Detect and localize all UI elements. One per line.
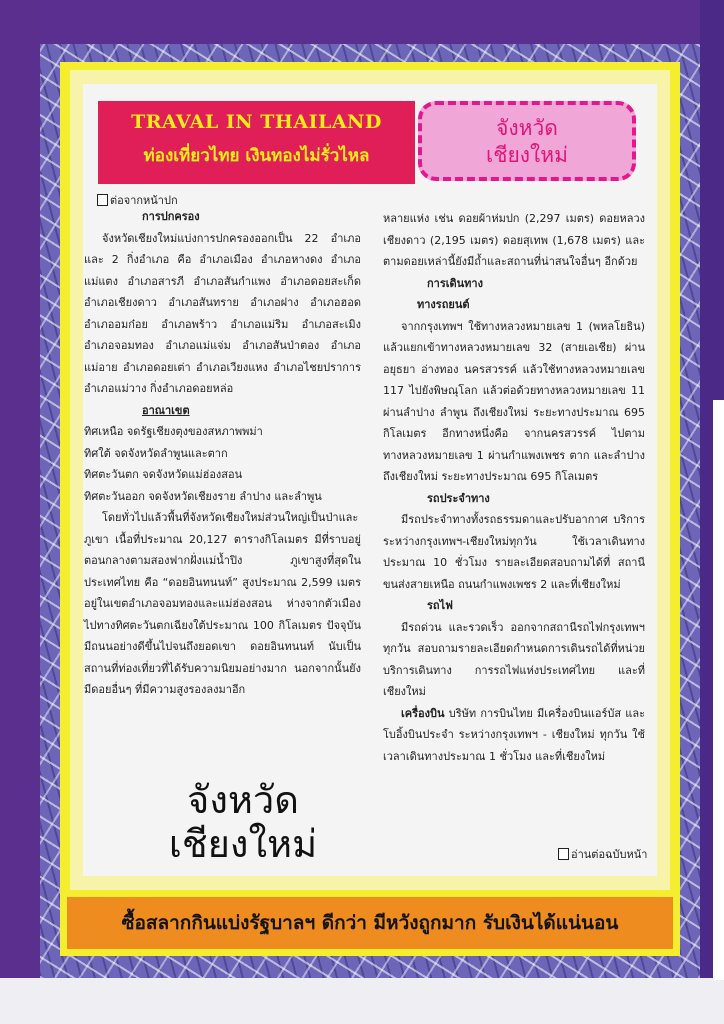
plane-text: บริษัท การบินไทย มีเครื่องบินแอร์บัส และโบอิ้งบินประจำ ระหว่างกรุงเทพฯ - เชียงใหม่ ทุกวัน ใช้เวลาเดินทางประมาณ 1 ชั่วโมง และที่เชียงใหม่ (383, 706, 646, 763)
big-title-line2: เชียงใหม่ (168, 822, 318, 866)
big-province-title (163, 778, 323, 866)
checkbox-icon (558, 848, 569, 860)
read-more-note (558, 845, 647, 863)
admin-paragraph: จังหวัดเชียงใหม่แบ่งการปกครองออกเป็น 22 อำเภอ และ 2 กิ่งอำเภอ คือ อำเภอเมือง อำเภอหางดง อำเภอแม่แตง อำเภอสารภี อำเภอสันกำแพง อำเภอดอยสะเก็ด อำเภอเชียงดาว อำเภอสันทราย อำเภอฝาง อำเภอฮอด อำเภออมก๋อย อำเภอพร้าว อำเภอแม่ริม อำเภอสะเมิง อำเภอจอมทอง อำเภอแม่แจ่ม อำเภอสันป่าตอง อำเภอแม่อาย อำเภอดอยเต่า อำเภอเวียงแหง อำเภอไชยปราการ อำเภอแม่วาง กิ่งอำเภอดอยหล่อ (84, 231, 361, 395)
province-label-line1: จังหวัด (496, 116, 558, 140)
train-heading: รถไฟ (427, 599, 453, 612)
travel-heading: การเดินทาง (427, 276, 483, 290)
right-column (383, 208, 645, 767)
read-more-label: อ่านต่อฉบับหน้า (571, 848, 648, 861)
car-heading: ทางรถยนต์ (417, 298, 470, 311)
next-page-edge (713, 400, 724, 980)
footer-slogan: ซื้อสลากกินแบ่งรัฐบาลฯ ดีกว่า มีหวังถูกมาก รับเงินได้แน่นอน (121, 912, 619, 934)
border-east: ทิศตะวันออก จดจังหวัดเชียงราย ลำปาง และลำพูน (84, 489, 322, 503)
border-north: ทิศเหนือ จดรัฐเชียงตุงของสหภาพพม่า (84, 425, 263, 438)
bus-paragraph: มีรถประจำทางทั้งรถธรรมดาและปรับอากาศ บริการระหว่างกรุงเทพฯ-เชียงใหม่ทุกวัน ใช้เวลาเดินทางประมาณ 10 ชั่วโมง รายละเอียดสอบถามได้ที่ สถานีขนส่งสายเหนือ ถนนกำแพงเพชร 2 และที่เชียงใหม่ (383, 513, 645, 591)
banner-title-en: TRAVAL IN THAILAND (131, 111, 382, 133)
province-label-line2: เชียงใหม่ (486, 143, 568, 167)
border-south: ทิศใต้ จดจังหวัดลำพูนและตาก (84, 446, 228, 460)
plane-paragraph (383, 703, 645, 768)
mountains-paragraph: หลายแห่ง เช่น ดอยผ้าห่มปก (2,297 เมตร) ดอยหลวงเชียงดาว (2,195 เมตร) ดอยสุเทพ (1,678 เมตร) และตามดอยเหล่านี้ยังมีถ้ำและสถานที่น่าสนใจอื่นๆ อีกด้วย (383, 212, 645, 268)
continued-label: ต่อจากหน้าปก (110, 194, 178, 207)
top-border (0, 0, 724, 44)
province-label-box (418, 101, 636, 181)
plane-label: เครื่องบิน (401, 706, 445, 720)
banner-title-th: ท่องเที่ยวไทย เงินทองไม่รั่วไหล (143, 146, 370, 166)
checkbox-icon (97, 194, 108, 206)
admin-heading: การปกครอง (142, 210, 200, 223)
page-bottom-margin (0, 978, 724, 1024)
terrain-paragraph: โดยทั่วไปแล้วพื้นที่จังหวัดเชียงใหม่ส่วนใหญ่เป็นป่าและภูเขา เนื้อที่ประมาณ 20,127 ตารางกิโลเมตร มีที่ราบอยู่ตอนกลางตามสองฟากฝั่งแม่น้ำปิง ภูเขาสูงที่สุดในประเทศไทย คือ “ดอยอินทนนท์” สูงประมาณ 2,599 เมตร อยู่ในเขตอำเภอจอมทองและแม่ฮ่องสอน ห่างจากตัวเมืองไปทางทิศตะวันตกเฉียงใต้ประมาณ 100 กิโลเมตร ปัจจุบันมีถนนอย่างดีขึ้นไปจนถึงยอดเขา ดอยอินทนนท์ นับเป็นสถานที่ท่องเที่ยวที่ได้รับความนิยมอย่างมาก นอกจากนั้นยังมีดอยอื่นๆ ที่มีความสูงรองลงมาอีก (84, 511, 361, 696)
left-column (84, 206, 361, 701)
title-banner (98, 101, 415, 184)
car-paragraph: จากกรุงเทพฯ ใช้ทางหลวงหมายเลข 1 (พหลโยธิน) แล้วแยกเข้าทางหลวงหมายเลข 32 (สายเอเชีย) ผ่านอยุธยา อ่างทอง นครสวรรค์ แล้วใช้ทางหลวงหมายเลข 117 ไปยังพิษณุโลก แล้วต่อด้วยทางหลวงหมายเลข 11 ผ่านลำปาง ลำพูน ถึงเชียงใหม่ ระยะทางประมาณ 695 กิโลเมตร อีกทางหนึ่งคือ จากนครสวรรค์ ไปตามทางหลวงหมายเลข 1 ผ่านกำแพงเพชร ตาก และลำปาง ถึงเชียงใหม่ ระยะทางประมาณ 695 กิโลเมตร (383, 319, 645, 483)
footer-banner (60, 890, 680, 956)
region-heading: อาณาเขต (142, 403, 190, 417)
bus-heading: รถประจำทาง (427, 491, 490, 505)
left-border (0, 0, 40, 1024)
train-paragraph: มีรถด่วน และรวดเร็ว ออกจากสถานีรถไฟกรุงเทพฯ ทุกวัน สอบถามรายละเอียดกำหนดการเดินรถได้ที่หน่วยบริการเดินทาง การรถไฟแห่งประเทศไทย และที่เชียงใหม่ (383, 620, 645, 698)
big-title-line1: จังหวัด (187, 778, 299, 822)
border-west: ทิศตะวันตก จดจังหวัดแม่ฮ่องสอน (84, 468, 243, 481)
